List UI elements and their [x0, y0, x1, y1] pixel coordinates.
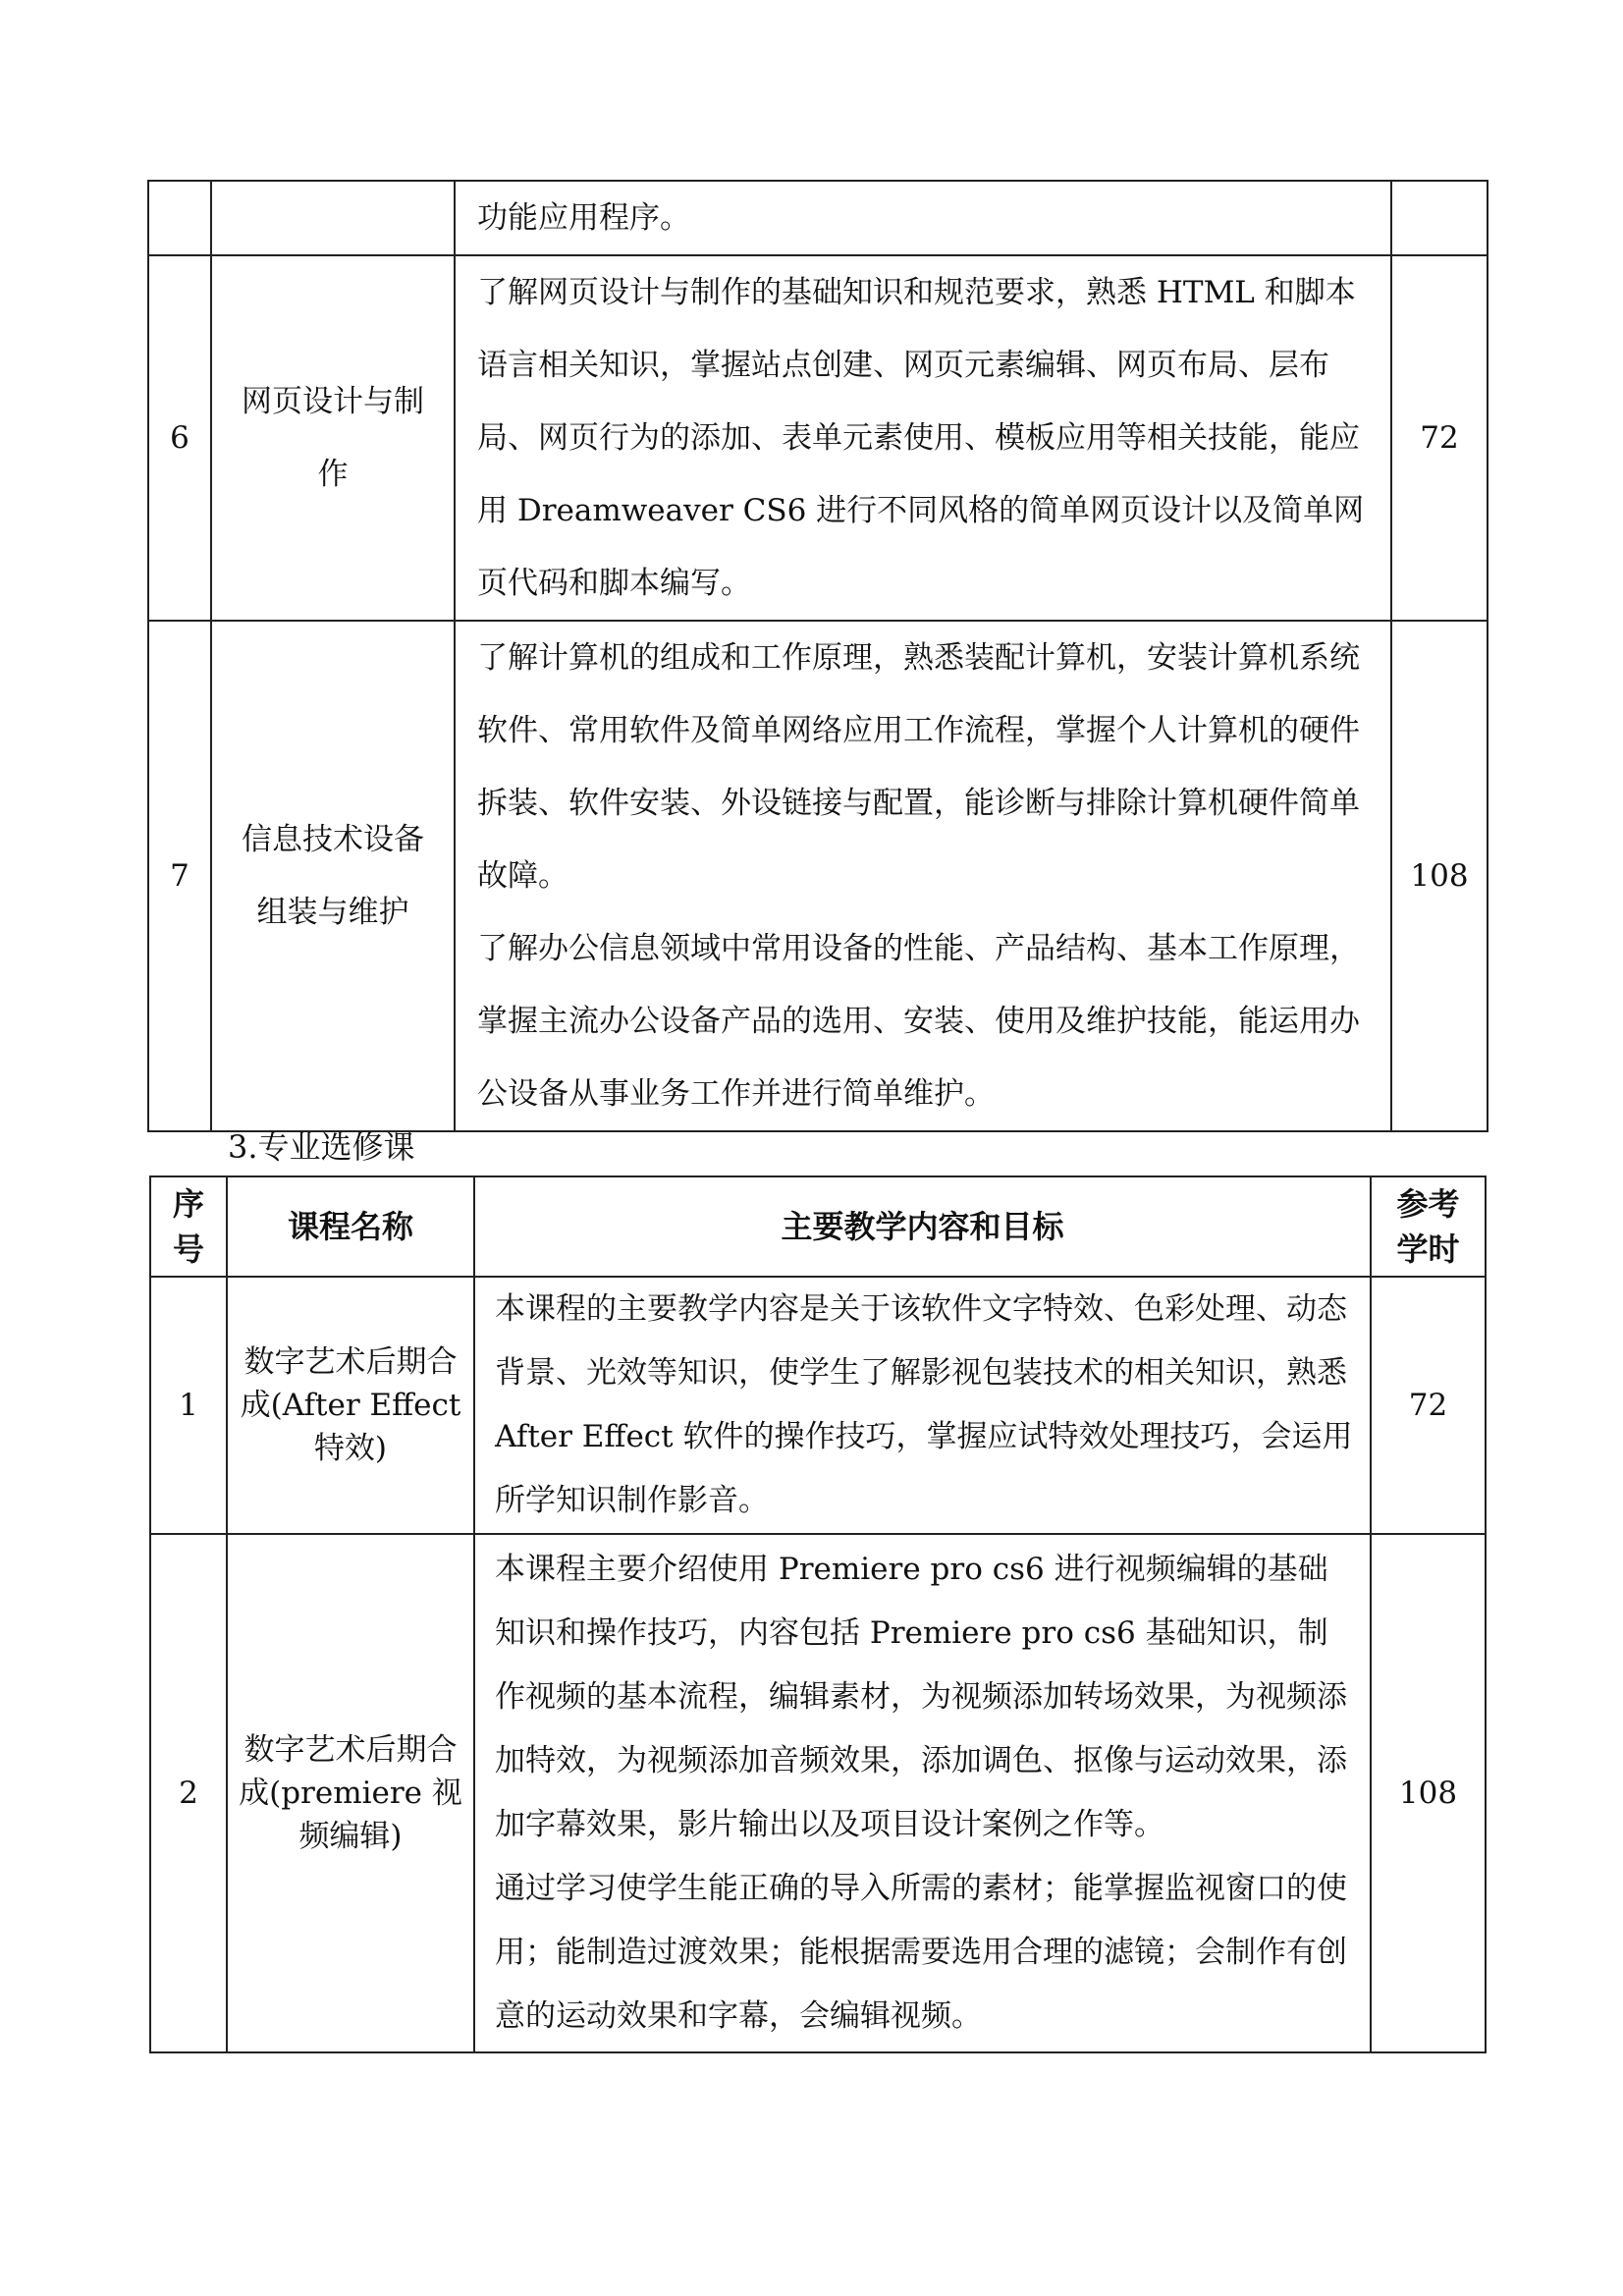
course-name: [211, 181, 455, 255]
content-paragraph: 了解办公信息领域中常用设备的性能、产品结构、基本工作原理，掌握主流办公设备产品的选用、安装、使用及维护技能，能运用办公设备从事业务工作并进行简单维护。: [477, 931, 1360, 1112]
section-heading: 3.专业选修课: [228, 1128, 415, 1166]
table-row: [148, 255, 1488, 621]
course-content: [455, 621, 1391, 1131]
header-hours: 参考学时: [1371, 1176, 1486, 1277]
header-num: 序号: [150, 1176, 227, 1277]
course-table-core: [147, 180, 1488, 1132]
course-name: 信息技术设备组装与维护: [211, 621, 455, 1131]
course-content: [474, 1534, 1371, 2052]
content-paragraph: 功能应用程序。: [477, 200, 690, 236]
table-row: [150, 1277, 1486, 1534]
course-hours: 108: [1391, 621, 1488, 1131]
content-paragraph: 通过学习使学生能正确的导入所需的素材；能掌握监视窗口的使用；能制造过渡效果；能根据需要选用合理的滤镜；会制作有创意的运动效果和字幕，会编辑视频。: [495, 1871, 1347, 2034]
course-hours: 72: [1371, 1277, 1486, 1534]
row-number: 6: [148, 255, 211, 621]
content-paragraph: 了解网页设计与制作的基础知识和规范要求，熟悉 HTML 和脚本语言相关知识，掌握站点创建、网页元素编辑、网页布局、层布局、网页行为的添加、表单元素使用、模板应用等相关技能，能应用 Dreamweaver CS6 进行不同风格的简单网页设计以及简单网页代码和脚本编写。: [477, 275, 1365, 601]
course-content: [455, 255, 1391, 621]
course-hours: 72: [1391, 255, 1488, 621]
table-header-row: [150, 1176, 1486, 1277]
table-row: [148, 181, 1488, 255]
row-number: 2: [150, 1534, 227, 2052]
row-number: 7: [148, 621, 211, 1131]
content-paragraph: 本课程的主要教学内容是关于该软件文字特效、色彩处理、动态背景、光效等知识，使学生了解影视包装技术的相关知识，熟悉 After Effect 软件的操作技巧，掌握应试特效处理技巧，会运用所学知识制作影音。: [495, 1291, 1353, 1518]
header-name: 课程名称: [227, 1176, 474, 1277]
content-paragraph: 本课程主要介绍使用 Premiere pro cs6 进行视频编辑的基础知识和操作技巧，内容包括 Premiere pro cs6 基础知识，制作视频的基本流程，编辑素材，为视频添加转场效果，为视频添加特效，为视频添加音频效果，添加调色、抠像与运动效果，添加字幕效果，影片输出以及项目设计案例之作等。: [495, 1552, 1347, 1842]
row-number: 1: [150, 1277, 227, 1534]
header-content: 主要教学内容和目标: [474, 1176, 1371, 1277]
course-content: [474, 1277, 1371, 1534]
table-row: [150, 1534, 1486, 2052]
course-content: [455, 181, 1391, 255]
course-hours: 108: [1371, 1534, 1486, 2052]
course-table-elective: [149, 1175, 1487, 2053]
course-name: 数字艺术后期合成(premiere 视频编辑): [227, 1534, 474, 2052]
table-row: [148, 621, 1488, 1131]
row-number: [148, 181, 211, 255]
course-name: 网页设计与制作: [211, 255, 455, 621]
content-paragraph: 了解计算机的组成和工作原理，熟悉装配计算机，安装计算机系统软件、常用软件及简单网络应用工作流程，掌握个人计算机的硬件拆装、软件安装、外设链接与配置，能诊断与排除计算机硬件简单故障。: [477, 640, 1360, 894]
course-hours: [1391, 181, 1488, 255]
course-name: 数字艺术后期合成(After Effect 特效): [227, 1277, 474, 1534]
